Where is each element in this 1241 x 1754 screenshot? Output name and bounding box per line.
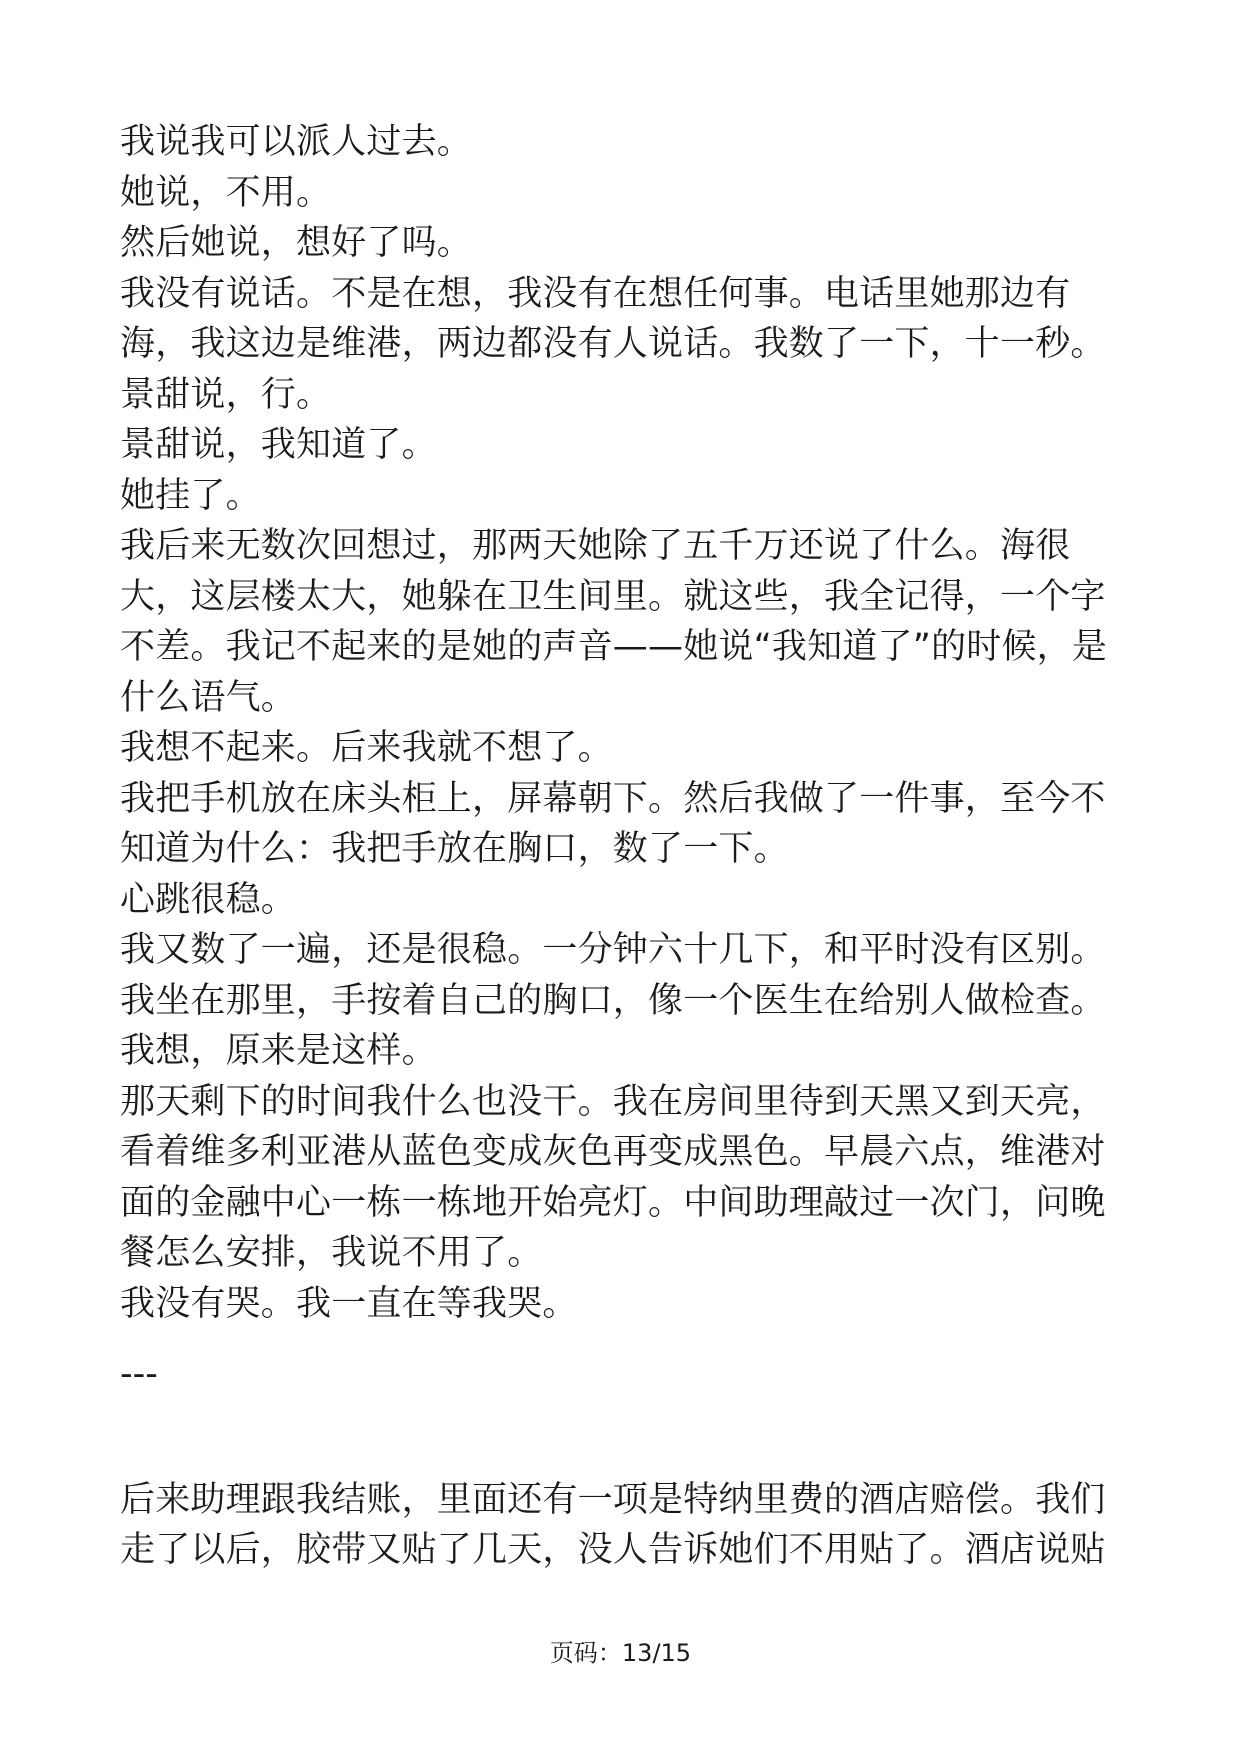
paragraph: 我想，原来是这样。 <box>120 1031 437 1071</box>
paragraph: 我又数了一遍，还是很稳。一分钟六十几下，和平时没有区别。我坐在那里，手按着自己的胸口，像一个医生在给别人做检查。 <box>120 930 1106 1021</box>
paragraph: 然后她说，想好了吗。 <box>120 223 473 263</box>
paragraph: 我把手机放在床头柜上，屏幕朝下。然后我做了一件事，至今不知道为什么：我把手放在胸口，数了一下。 <box>120 778 1106 869</box>
paragraph: 我没有说话。不是在想，我没有在想任何事。电话里她那边有海，我这边是维港，两边都没有人说话。我数了一下，十一秒。 <box>120 273 1106 364</box>
paragraph: 她说，不用。 <box>120 172 332 213</box>
paragraph: 她挂了。 <box>120 475 261 516</box>
document-body <box>120 117 1120 1576</box>
paragraph: 景甜说，我知道了。 <box>120 425 437 465</box>
page-number: 页码：13/15 <box>549 1639 692 1667</box>
paragraph: 后来助理跟我结账，里面还有一项是特纳里费的酒店赔偿。我们走了以后，胶带又贴了几天，没人告诉她们不用贴了。酒店说贴 <box>120 1479 1106 1570</box>
section-separator: --- <box>120 1354 158 1394</box>
paragraph: 我没有哭。我一直在等我哭。 <box>120 1283 578 1324</box>
paragraph: 景甜说，行。 <box>120 374 332 415</box>
paragraph: 我想不起来。后来我就不想了。 <box>120 728 613 768</box>
paragraph: 那天剩下的时间我什么也没干。我在房间里待到天黑又到天亮，看着维多利亚港从蓝色变成灰色再变成黑色。早晨六点，维港对面的金融中心一栋一栋地开始亮灯。中间助理敲过一次门，问晚餐怎么安排，我说不用了。 <box>120 1081 1106 1273</box>
paragraph: 我说我可以派人过去。 <box>120 122 473 162</box>
paragraph: 心跳很稳。 <box>120 879 297 920</box>
paragraph: 我后来无数次回想过，那两天她除了五千万还说了什么。海很大，这层楼太大，她躲在卫生间里。就这些，我全记得，一个字不差。我记不起来的是她的声音——她说“我知道了”的时候，是什么语气。 <box>120 526 1108 718</box>
